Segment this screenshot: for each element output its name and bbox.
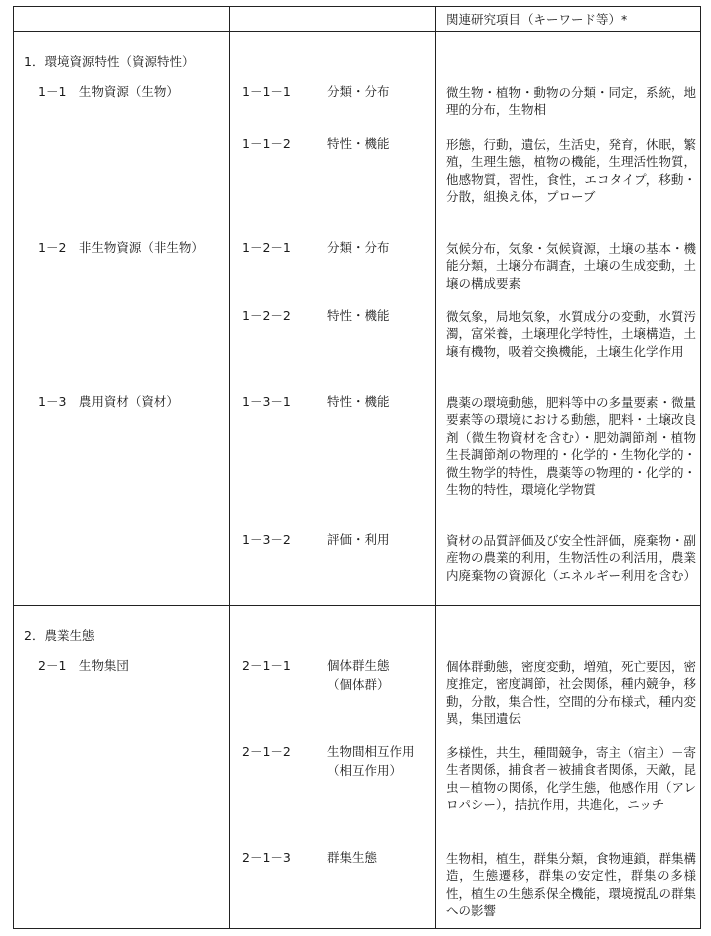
item-keywords: 資材の品質評価及び安全性評価，廃棄物・副産物の農業的利用，生物活性の利活用，農業内廃棄物の資源化（エネルギー利用を含む） [446, 533, 697, 583]
item-name: 個体群生態 [327, 658, 390, 673]
item-code: 1－1－1 [242, 84, 291, 99]
item-keywords: 生物相，植生，群集分類，食物連鎖，群集構造，生態遷移，群集の安定性，群集の多様性，植生の生態系保全機能，環境撹乱の群集への影響 [446, 851, 697, 919]
item-code: 2－1－2 [242, 744, 291, 759]
item-name: 生物間相互作用 [327, 744, 415, 759]
item-keywords: 形態，行動，遺伝，生活史，発育，休眠，繁殖，生理生態，植物の機能，生理活性物質，他感物質，習性，食性，エコタイプ，移動・分散，組換え体，プローブ [446, 137, 697, 205]
group-label: 1－1 生物資源（生物） [38, 84, 179, 99]
item-code: 2－1－3 [242, 850, 291, 865]
item-keywords: 多様性，共生，種間競争，寄主（宿主）－寄生者関係，捕食者－被捕食者関係，天敵，昆虫－植物の関係，化学生態，他感作用（アレロパシー），拮抗作用，共進化，ニッチ [446, 745, 697, 813]
item-keywords: 個体群動態，密度変動，増殖，死亡要因，密度推定，密度調節，社会関係，種内競争，移動，分散，集合性，空間的分布様式，種内変異，集団遺伝 [446, 659, 697, 727]
item-keywords: 気候分布，気象・気候資源，土壌の基本・機能分類，土壌分布調査，土壌の生成変動，土壌の構成要素 [446, 241, 697, 291]
item-name: 特性・機能 [327, 308, 390, 323]
group-label: 1－2 非生物資源（非生物） [38, 240, 204, 255]
item-name: 分類・分布 [327, 240, 390, 255]
item-code: 1－1－2 [242, 136, 291, 151]
item-name-sub: （個体群） [327, 677, 390, 692]
section-title: 2．農業生態 [24, 628, 95, 643]
item-name-sub: （相互作用） [327, 763, 403, 778]
group-label: 1－3 農用資材（資材） [38, 394, 179, 409]
item-code: 1－2－1 [242, 240, 291, 255]
header-rule [14, 31, 700, 32]
header-keywords-label: 関連研究項目（キーワード等）* [446, 12, 628, 27]
item-name: 特性・機能 [327, 136, 390, 151]
section-divider [14, 605, 700, 606]
item-code: 1－3－1 [242, 394, 291, 409]
classification-table [13, 6, 701, 929]
item-keywords: 微気象，局地気象，水質成分の変動，水質汚濁，富栄養，土壌理化学特性，土壌構造，土壌有機物，吸着交換機能，土壌生化学作用 [446, 309, 697, 359]
item-name: 評価・利用 [327, 532, 390, 547]
item-name: 特性・機能 [327, 394, 390, 409]
item-code: 1－2－2 [242, 308, 291, 323]
item-name: 群集生態 [327, 850, 378, 865]
item-code: 1－3－2 [242, 532, 291, 547]
item-name: 分類・分布 [327, 84, 390, 99]
item-keywords: 微生物・植物・動物の分類・同定，系統，地理的分布，生物相 [446, 85, 697, 118]
column-divider-1 [229, 7, 230, 928]
section-title: 1．環境資源特性（資源特性） [24, 54, 195, 69]
group-label: 2－1 生物集団 [38, 658, 129, 673]
item-keywords: 農薬の環境動態，肥料等中の多量要素・微量要素等の環境における動態，肥料・土壌改良剤（微生物資材を含む）・肥効調節剤・植物生長調節剤の物理的・化学的・生物化学的・微生物学的特性，農薬等の物理的・化学的・生物的特性，環境化学物質 [446, 395, 697, 498]
column-divider-2 [435, 7, 436, 928]
item-code: 2－1－1 [242, 658, 291, 673]
